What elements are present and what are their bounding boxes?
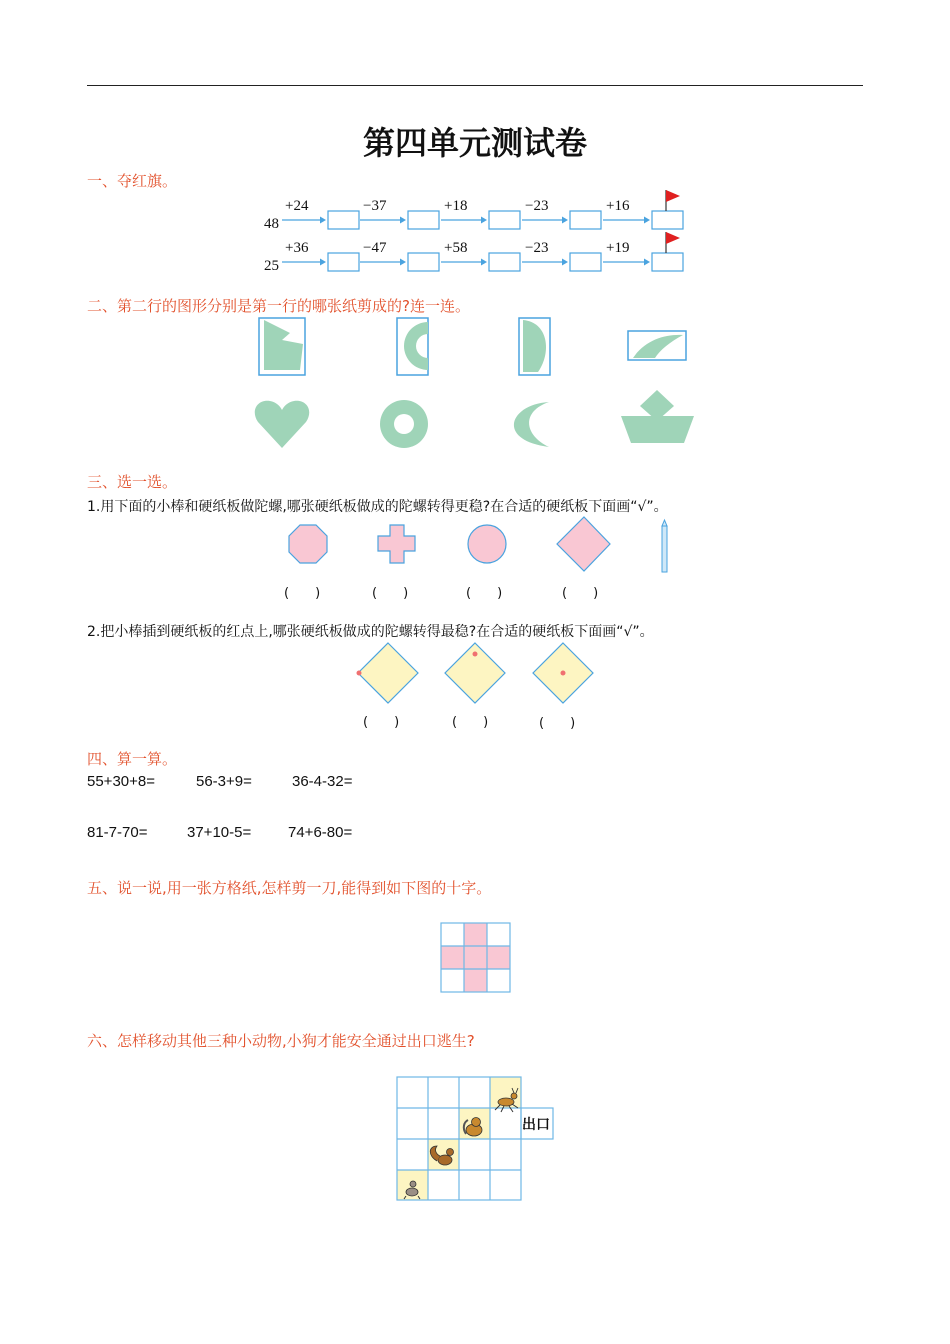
- q1-blank-4[interactable]: ( ): [562, 586, 599, 601]
- chain-operation: +16: [606, 198, 630, 214]
- section2-heading: 二、第二行的图形分别是第一行的哪张纸剪成的?连一连。: [87, 297, 470, 315]
- chain-operation: −23: [525, 240, 549, 256]
- section3-heading: 三、选一选。: [87, 473, 178, 491]
- calc-4: 81-7-70=: [87, 824, 148, 841]
- q2-blank-2[interactable]: ( ): [452, 715, 489, 730]
- section5-heading: 五、说一说,用一张方格纸,怎样剪一刀,能得到如下图的十字。: [87, 879, 492, 897]
- page-title: 第四单元测试卷: [362, 124, 587, 162]
- calc-6: 74+6-80=: [288, 824, 353, 841]
- q2-blank-3[interactable]: ( ): [539, 716, 576, 731]
- section3-question1: 1.用下面的小棒和硬纸板做陀螺,哪张硬纸板做成的陀螺转得更稳?在合适的硬纸板下面画“√”。: [87, 499, 668, 515]
- section4-heading: 四、算一算。: [87, 750, 178, 768]
- chain-start-number: 25: [264, 258, 279, 274]
- q1-blank-3[interactable]: ( ): [466, 586, 503, 601]
- calc-1: 55+30+8=: [87, 773, 155, 790]
- chain-operation: +24: [285, 198, 309, 214]
- exit-label: 出口: [522, 1117, 550, 1133]
- calc-2: 56-3+9=: [196, 773, 252, 790]
- chain-operation: +19: [606, 240, 630, 256]
- q1-blank-2[interactable]: ( ): [372, 586, 409, 601]
- chain-operation: −37: [363, 198, 387, 214]
- chain-operation: −47: [363, 240, 387, 256]
- chain-start-number: 48: [264, 216, 279, 232]
- q1-blank-1[interactable]: ( ): [284, 586, 321, 601]
- calc-5: 37+10-5=: [187, 824, 252, 841]
- section6-heading: 六、怎样移动其他三种小动物,小狗才能安全通过出口逃生?: [87, 1032, 475, 1050]
- q2-blank-1[interactable]: ( ): [363, 715, 400, 730]
- calc-3: 36-4-32=: [292, 773, 353, 790]
- section1-heading: 一、夺红旗。: [87, 172, 178, 190]
- chain-operation: +58: [444, 240, 468, 256]
- section3-question2: 2.把小棒插到硬纸板的红点上,哪张硬纸板做成的陀螺转得最稳?在合适的硬纸板下面画“√”。: [87, 624, 654, 640]
- chain-operation: +18: [444, 198, 468, 214]
- chain-operation: +36: [285, 240, 309, 256]
- chain-operation: −23: [525, 198, 549, 214]
